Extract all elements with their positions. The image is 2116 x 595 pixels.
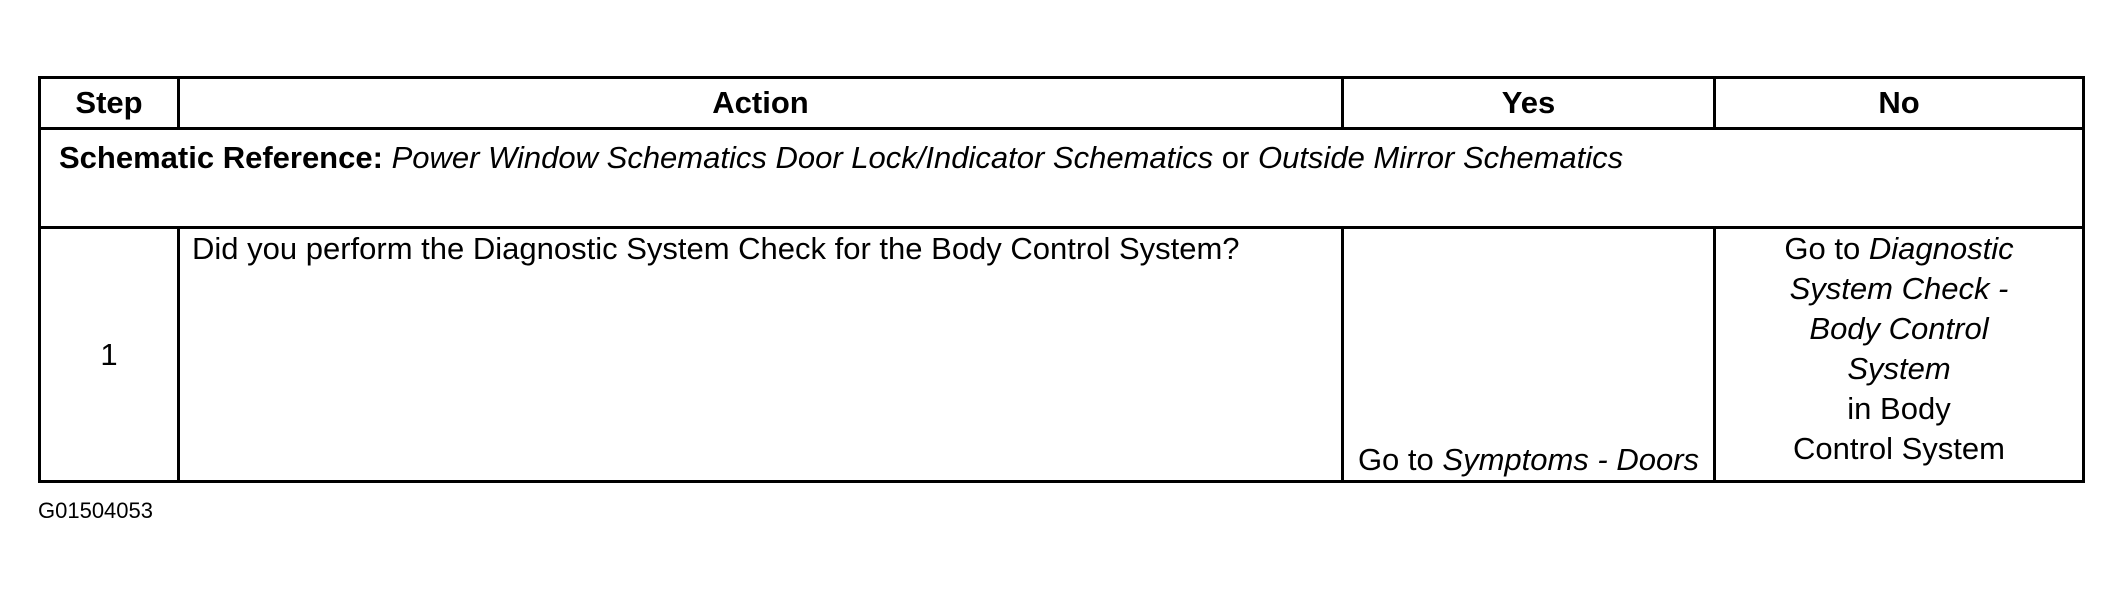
schematic-reference-row bbox=[40, 129, 2084, 228]
header-yes: Yes bbox=[1343, 78, 1715, 129]
no-prefix: Go to bbox=[1784, 231, 1861, 266]
diagnostic-table bbox=[38, 76, 2085, 483]
figure-code: G01504053 bbox=[38, 498, 153, 523]
yes-cell bbox=[1343, 228, 1715, 482]
table-row bbox=[40, 228, 2084, 482]
diagnostic-system-check-link-part-2[interactable]: System Check - bbox=[1789, 271, 2009, 306]
power-window-schematics-link[interactable]: Power Window Schematics bbox=[391, 140, 767, 175]
header-row bbox=[40, 78, 2084, 129]
diagnostic-system-check-link-part-1[interactable]: Diagnostic bbox=[1868, 231, 2014, 266]
no-suffix-line-1: in Body bbox=[1847, 391, 1951, 426]
action-text: Did you perform the Diagnostic System Check for the Body Control System? bbox=[179, 228, 1343, 482]
header-action: Action bbox=[179, 78, 1343, 129]
symptoms-doors-link[interactable]: Symptoms - Doors bbox=[1442, 442, 1700, 477]
door-lock-indicator-schematics-link[interactable]: Door Lock/Indicator Schematics bbox=[775, 140, 1214, 175]
step-number: 1 bbox=[40, 228, 179, 482]
diagnostic-system-check-link-part-4[interactable]: System bbox=[1847, 351, 1951, 386]
no-cell bbox=[1715, 228, 2084, 482]
header-no: No bbox=[1715, 78, 2084, 129]
no-suffix-line-2: Control System bbox=[1793, 431, 2005, 466]
schematic-reference-cell bbox=[40, 129, 2084, 228]
schematic-reference-connector: or bbox=[1221, 140, 1250, 175]
schematic-reference-label: Schematic Reference: bbox=[59, 140, 383, 175]
outside-mirror-schematics-link[interactable]: Outside Mirror Schematics bbox=[1257, 140, 1624, 175]
diagnostic-system-check-link-part-3[interactable]: Body Control bbox=[1809, 311, 1989, 346]
no-line-1 bbox=[1728, 229, 2070, 269]
header-step: Step bbox=[40, 78, 179, 129]
yes-prefix: Go to bbox=[1357, 442, 1434, 477]
